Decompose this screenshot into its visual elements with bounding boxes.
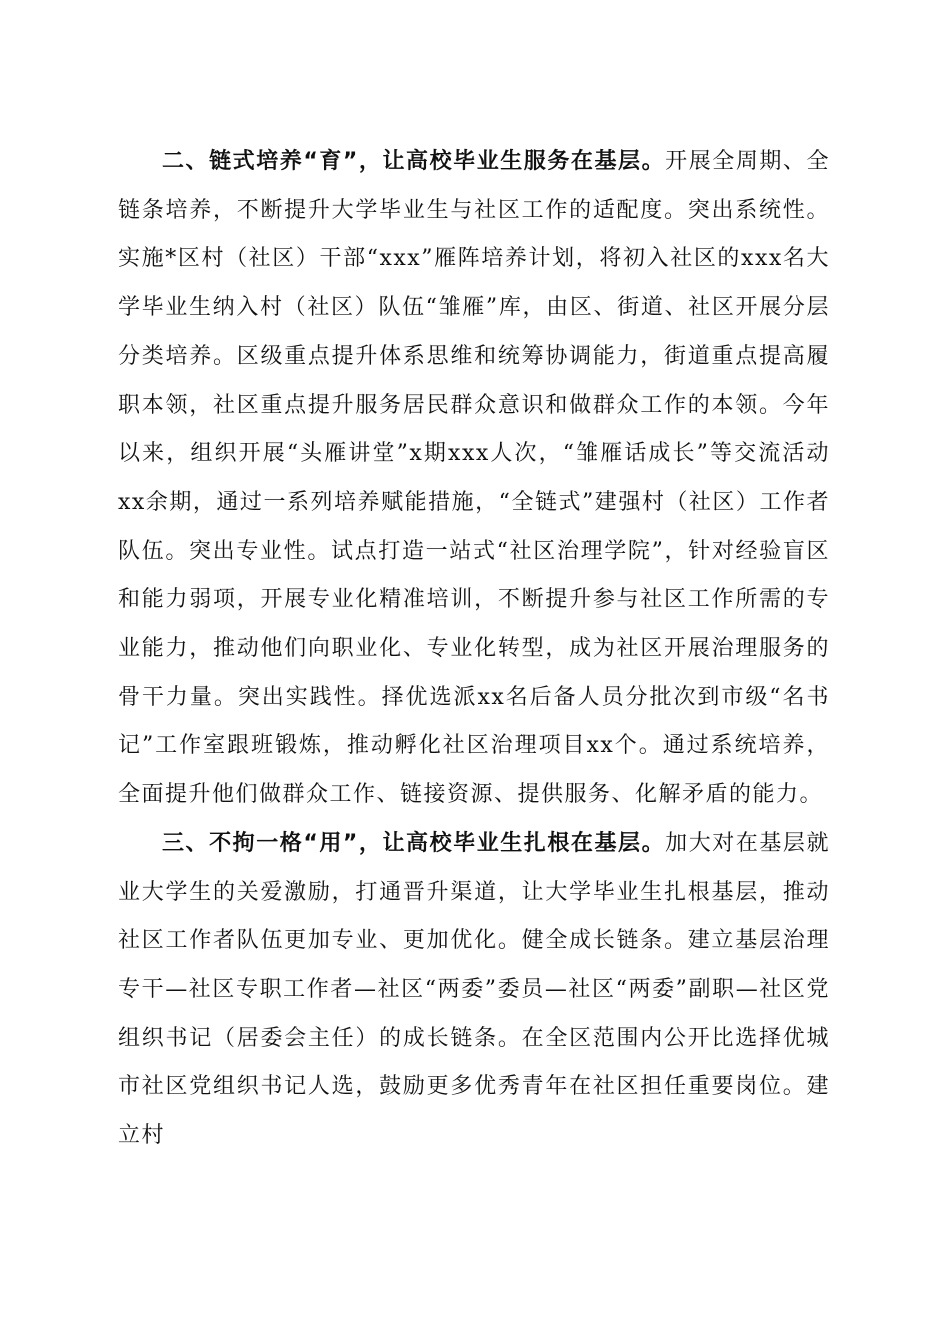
paragraph-section-2 [118, 138, 830, 820]
section-3-body: 加大对在基层就业大学生的关爱激励，打通晋升渠道，让大学毕业生扎根基层，推动社区工作者队伍更加专业、更加优化。健全成长链条。建立基层治理专干—社区专职工作者—社区“两委”委员—社区“两委”副职—社区党组织书记（居委会主任）的成长链条。在全区范围内公开比选择优城市社区党组织书记人选，鼓励更多优秀青年在社区担任重要岗位。建立村 [118, 830, 830, 1149]
section-3-heading: 三、不拘一格“用”，让高校毕业生扎根在基层。 [162, 830, 666, 856]
section-2-body: 开展全周期、全链条培养，不断提升大学毕业生与社区工作的适配度。突出系统性。实施*区村（社区）干部“xxx”雁阵培养计划，将初入社区的xxx名大学毕业生纳入村（社区）队伍“雏雁”库，由区、街道、社区开展分层分类培养。区级重点提升体系思维和统筹协调能力，街道重点提高履职本领，社区重点提升服务居民群众意识和做群众工作的本领。今年以来，组织开展“头雁讲堂”x期xxx人次，“雏雁话成长”等交流活动xx余期，通过一系列培养赋能措施，“全链式”建强村（社区）工作者队伍。突出专业性。试点打造一站式“社区治理学院”，针对经验盲区和能力弱项，开展专业化精准培训，不断提升参与社区工作所需的专业能力，推动他们向职业化、专业化转型，成为社区开展治理服务的骨干力量。突出实践性。择优选派xx名后备人员分批次到市级“名书记”工作室跟班锻炼，推动孵化社区治理项目xx个。通过系统培养，全面提升他们做群众工作、链接资源、提供服务、化解矛盾的能力。 [118, 149, 830, 808]
section-2-heading: 二、链式培养“育”，让高校毕业生服务在基层。 [162, 149, 666, 174]
paragraph-section-3 [118, 820, 830, 1161]
document-body [118, 138, 830, 1161]
